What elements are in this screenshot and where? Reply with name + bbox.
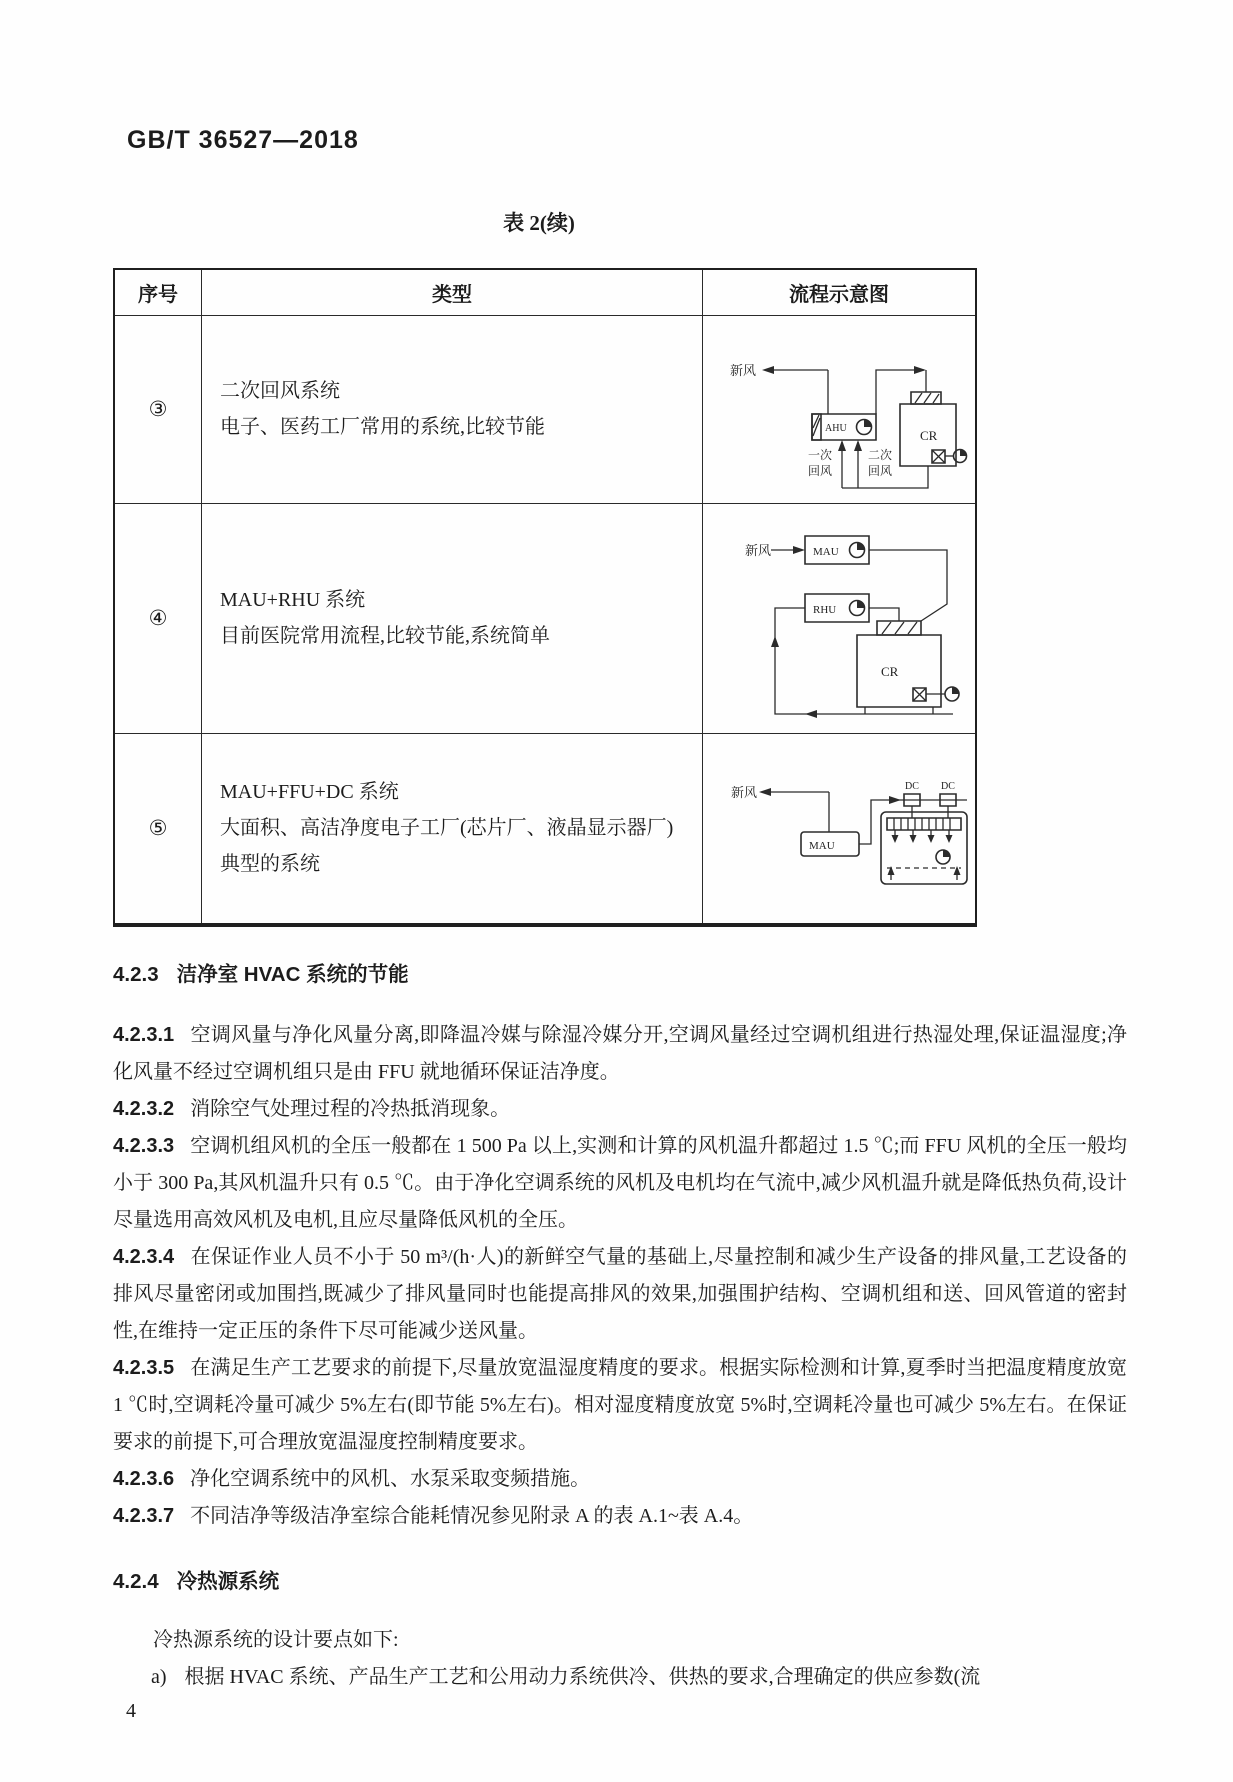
system-name: 二次回风系统 — [220, 380, 340, 402]
section-heading-4-2-4 — [113, 1563, 1127, 1600]
row-number: ③ — [114, 315, 202, 503]
clause-number: 4.2.3.2 — [113, 1098, 175, 1120]
clause-number: 4.2.3.7 — [113, 1505, 175, 1527]
section-number: 4.2.3 — [113, 963, 159, 986]
row-type — [202, 503, 703, 733]
primary-return-label: 回风 — [807, 463, 833, 478]
arrow-down-icon — [892, 835, 899, 843]
clause-4-2-3-6 — [113, 1461, 1127, 1498]
fresh-air-label: 新风 — [730, 362, 757, 378]
row-diagram — [703, 503, 977, 733]
document-body — [113, 948, 1127, 1696]
arrow-left-icon — [759, 788, 771, 796]
arrow-left-icon — [805, 710, 817, 718]
row-number: ④ — [114, 503, 202, 733]
arrow-up-icon — [854, 440, 862, 451]
clause-text: 不同洁净等级洁净室综合能耗情况参见附录 A 的表 A.1~表 A.4。 — [190, 1505, 754, 1527]
section-4-2-4-intro: 冷热源系统的设计要点如下: — [153, 1629, 399, 1651]
clause-text: 净化空调系统中的风机、水泵采取变频措施。 — [190, 1468, 591, 1490]
mau-rhu-diagram — [709, 508, 969, 724]
arrow-up-icon — [954, 866, 961, 875]
dry-coil-label: DC — [905, 780, 919, 792]
table-header-row — [114, 269, 976, 315]
rhu-label: RHU — [813, 603, 837, 616]
fresh-air-label: 新风 — [731, 784, 758, 800]
standard-number: GB/T 36527—2018 — [127, 126, 359, 154]
list-item-text: 根据 HVAC 系统、产品生产工艺和公用动力系统供冷、供热的要求,合理确定的供应参数(流 — [184, 1666, 981, 1688]
arrow-left-icon — [762, 366, 774, 374]
clause-number: 4.2.3.1 — [113, 1024, 175, 1046]
list-item-a — [113, 1659, 1127, 1696]
secondary-return-label: 回风 — [867, 463, 893, 478]
arrow-up-icon — [771, 636, 779, 647]
table-row — [114, 503, 976, 733]
section-number: 4.2.4 — [113, 1570, 159, 1593]
arrow-up-icon — [838, 440, 846, 451]
row-number: ⑤ — [114, 733, 202, 925]
col-header-no: 序号 — [114, 269, 202, 315]
clause-text: 空调风量与净化风量分离,即降温冷媒与除湿冷媒分开,空调风量经过空调机组进行热湿处理,保证温湿度;净化风量不经过空调机组只是由 FFU 就地循环保证洁净度。 — [113, 1024, 1127, 1083]
row-type — [202, 315, 703, 503]
clause-4-2-3-4 — [113, 1239, 1127, 1350]
table-row — [114, 733, 976, 925]
section-title: 洁净室 HVAC 系统的节能 — [176, 963, 409, 986]
primary-return-label: 一次 — [807, 447, 833, 462]
table-title: 表 2(续) — [503, 211, 575, 235]
table-row — [114, 315, 976, 503]
clause-number: 4.2.3.3 — [113, 1135, 175, 1157]
arrow-down-icon — [946, 835, 953, 843]
cleanroom-label: CR — [920, 427, 938, 443]
arrow-down-icon — [928, 835, 935, 843]
system-description: 电子、医药工厂常用的系统,比较节能 — [220, 416, 545, 438]
col-header-type: 类型 — [202, 269, 703, 315]
arrow-right-icon — [914, 366, 926, 374]
col-header-diagram: 流程示意图 — [703, 269, 977, 315]
row-diagram — [703, 733, 977, 925]
arrow-down-icon — [910, 835, 917, 843]
system-name: MAU+RHU 系统 — [220, 589, 366, 611]
clause-text: 在满足生产工艺要求的前提下,尽量放宽温湿度精度的要求。根据实际检测和计算,夏季时当把温度精度放宽 1 ℃时,空调耗冷量可减少 5%左右(即节能 5%左右)。相对湿度精度放宽 5%时,空调耗冷量也可减少 5%左右。在保证要求的前提下,可合理放宽温湿度控制精度要求。 — [113, 1357, 1127, 1453]
arrow-right-icon — [793, 546, 805, 554]
row-diagram — [703, 315, 977, 503]
cleanroom-label: CR — [881, 663, 899, 679]
clause-4-2-3-3 — [113, 1128, 1127, 1239]
clause-text: 在保证作业人员不小于 50 m³/(h·人)的新鲜空气量的基础上,尽量控制和减少生产设备的排风量,工艺设备的排风尽量密闭或加围挡,既减少了排风量同时也能提高排风的效果,加强围护结构、空调机组和送、回风管道的密封性,在维持一定正压的条件下尽可能减少送风量。 — [113, 1246, 1127, 1342]
system-description: 目前医院常用流程,比较节能,系统简单 — [220, 625, 550, 647]
mau-label: MAU — [809, 839, 835, 852]
secondary-return-label: 二次 — [867, 447, 893, 462]
ahu-label: AHU — [825, 422, 847, 434]
clause-4-2-3-5 — [113, 1350, 1127, 1461]
clause-number: 4.2.3.5 — [113, 1357, 175, 1379]
clause-number: 4.2.3.4 — [113, 1246, 175, 1268]
clause-text: 空调机组风机的全压一般都在 1 500 Pa 以上,实测和计算的风机温升都超过 1.5 ℃;而 FFU 风机的全压一般均小于 300 Pa,其风机温升只有 0.5 ℃。由于净化空调系统的风机及电机均在气流中,减少风机温升就是降低热负荷,设计尽量选用高效风机及电机,且应尽量降低风机的全压。 — [113, 1135, 1127, 1231]
clause-number: 4.2.3.6 — [113, 1468, 175, 1490]
clause-4-2-3-7 — [113, 1498, 1127, 1535]
system-name: MAU+FFU+DC 系统 — [220, 781, 399, 804]
dry-coil-label: DC — [941, 780, 955, 792]
fresh-air-label: 新风 — [745, 542, 772, 558]
hvac-system-table — [113, 268, 977, 927]
list-item-marker: a) — [151, 1666, 167, 1688]
secondary-return-air-diagram — [708, 318, 970, 496]
mau-label: MAU — [813, 545, 839, 558]
row-type — [202, 733, 703, 925]
section-title: 冷热源系统 — [176, 1570, 280, 1593]
section-heading-4-2-3 — [113, 956, 1127, 993]
clause-text: 消除空气处理过程的冷热抵消现象。 — [190, 1098, 511, 1120]
clause-4-2-3-2 — [113, 1091, 1127, 1128]
mau-ffu-dc-diagram — [705, 756, 973, 896]
arrow-right-icon — [889, 796, 901, 804]
page-number: 4 — [126, 1700, 136, 1722]
arrow-up-icon — [888, 866, 895, 875]
system-description: 大面积、高洁净度电子工厂(芯片厂、液晶显示器厂)典型的系统 — [220, 817, 674, 876]
clause-4-2-3-1 — [113, 1017, 1127, 1091]
